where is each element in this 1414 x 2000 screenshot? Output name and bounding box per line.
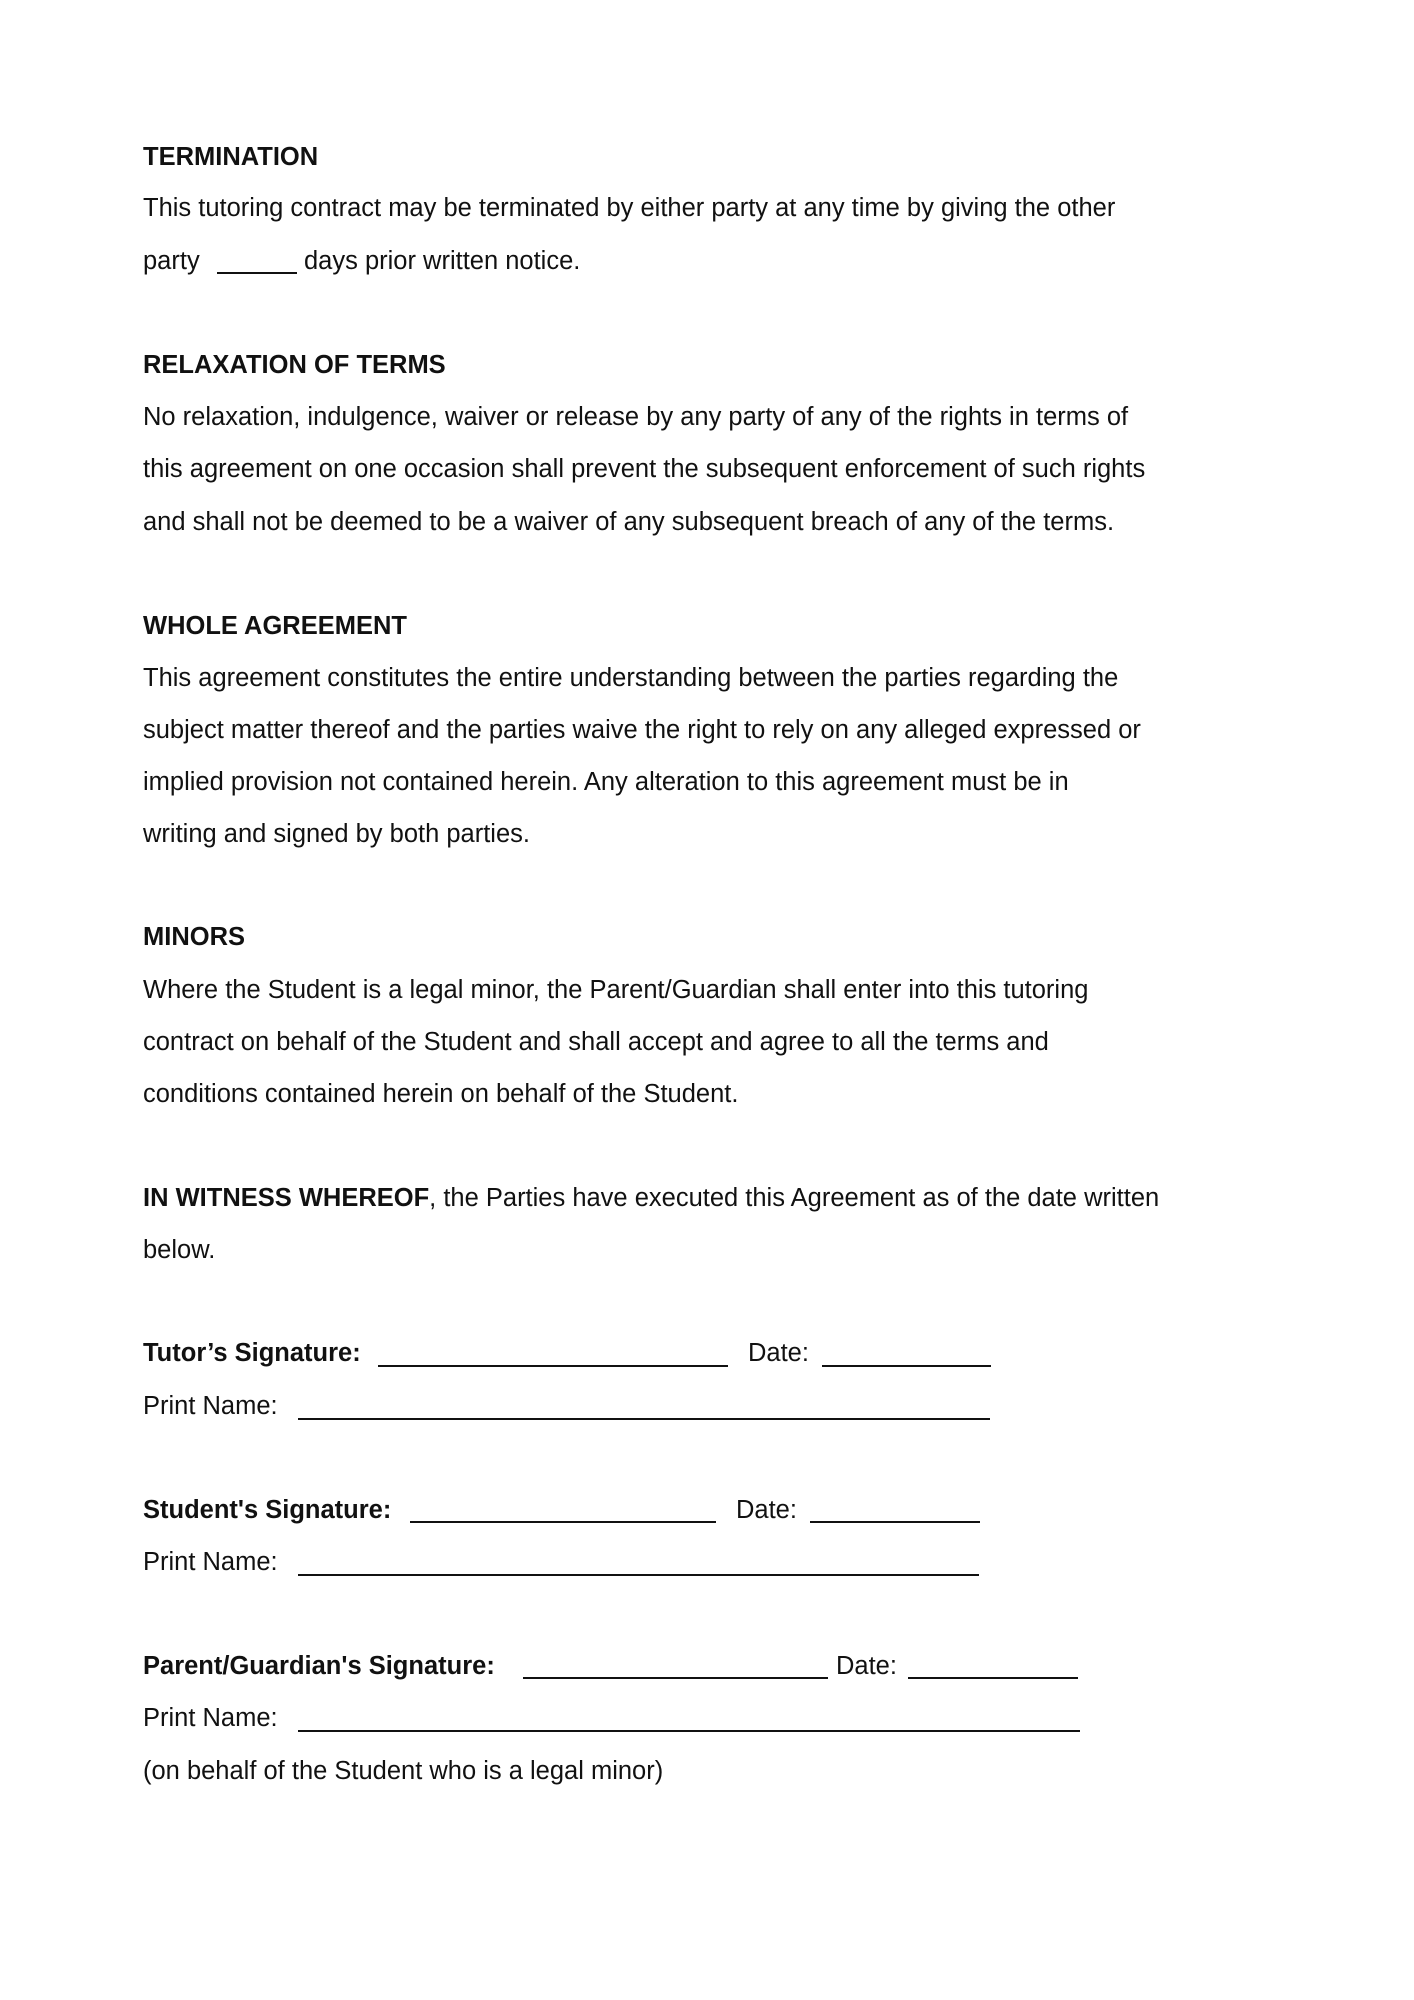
paragraph-line: This agreement constitutes the entire understanding between the parties regarding the xyxy=(143,664,1119,692)
parent-date-field[interactable] xyxy=(908,1677,1078,1679)
paragraph-line: party xyxy=(143,247,200,275)
tutor-signature-label: Tutor’s Signature: xyxy=(143,1339,361,1367)
paragraph-line: No relaxation, indulgence, waiver or release by any party of any of the rights in terms of xyxy=(143,403,1129,431)
witness-line-2: below. xyxy=(143,1236,216,1264)
student-print-name-field[interactable] xyxy=(298,1574,979,1576)
witness-bold: IN WITNESS WHEREOF xyxy=(143,1184,430,1212)
heading-relaxation: RELAXATION OF TERMS xyxy=(143,351,446,379)
parent-note: (on behalf of the Student who is a legal minor) xyxy=(143,1757,664,1785)
paragraph-line: contract on behalf of the Student and shall accept and agree to all the terms and xyxy=(143,1028,1049,1056)
witness-text: , the Parties have executed this Agreement as of the date written xyxy=(429,1184,1160,1212)
heading-termination: TERMINATION xyxy=(143,143,319,171)
witness-line xyxy=(143,1181,1159,1215)
print-name-label: Print Name: xyxy=(143,1704,278,1732)
print-name-label: Print Name: xyxy=(143,1392,278,1420)
paragraph-line: subject matter thereof and the parties waive the right to rely on any alleged expressed or xyxy=(143,716,1141,744)
parent-signature-field[interactable] xyxy=(523,1677,828,1679)
print-name-label: Print Name: xyxy=(143,1548,278,1576)
student-signature-label: Student's Signature: xyxy=(143,1496,392,1524)
paragraph-line: This tutoring contract may be terminated by either party at any time by giving the other xyxy=(143,194,1116,222)
parent-signature-label: Parent/Guardian's Signature: xyxy=(143,1652,495,1680)
paragraph-line: conditions contained herein on behalf of the Student. xyxy=(143,1080,739,1108)
notice-days-blank[interactable] xyxy=(217,272,297,274)
tutor-print-name-field[interactable] xyxy=(298,1418,990,1420)
date-label: Date: xyxy=(736,1496,797,1524)
paragraph-line: and shall not be deemed to be a waiver of any subsequent breach of any of the terms. xyxy=(143,508,1115,536)
heading-minors: MINORS xyxy=(143,923,245,951)
student-signature-field[interactable] xyxy=(410,1521,716,1523)
paragraph-line: days prior written notice. xyxy=(304,247,581,275)
tutor-signature-field[interactable] xyxy=(378,1365,728,1367)
date-label: Date: xyxy=(748,1339,809,1367)
student-date-field[interactable] xyxy=(810,1521,980,1523)
date-label: Date: xyxy=(836,1652,897,1680)
paragraph-line: Where the Student is a legal minor, the Parent/Guardian shall enter into this tutoring xyxy=(143,976,1089,1004)
paragraph-line: this agreement on one occasion shall prevent the subsequent enforcement of such rights xyxy=(143,455,1146,483)
paragraph-line: implied provision not contained herein. Any alteration to this agreement must be in xyxy=(143,768,1069,796)
heading-whole-agreement: WHOLE AGREEMENT xyxy=(143,612,407,640)
parent-print-name-field[interactable] xyxy=(298,1730,1080,1732)
paragraph-line: writing and signed by both parties. xyxy=(143,820,530,848)
tutor-date-field[interactable] xyxy=(822,1365,991,1367)
